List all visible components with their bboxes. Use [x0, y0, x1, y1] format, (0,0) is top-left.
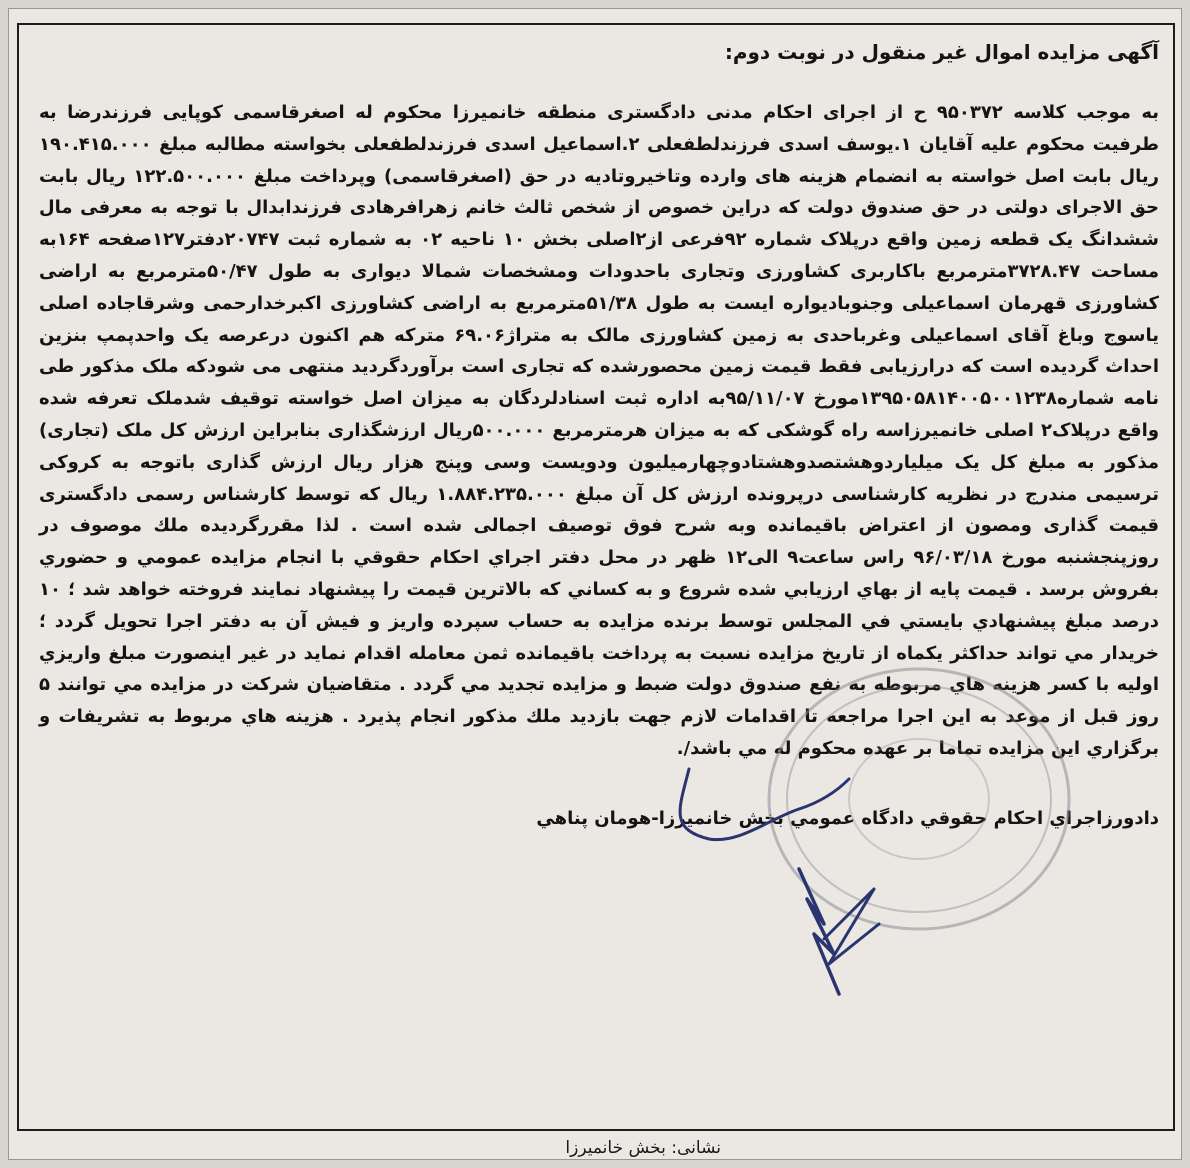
address-line: نشانی: بخش خانمیرزا — [565, 1138, 721, 1158]
notice-title: آگهی مزایده اموال غیر منقول در نوبت دوم: — [724, 40, 1159, 64]
notice-body: به موجب کلاسه ۹۵۰۳۷۲ ح از اجرای احکام مدنی دادگستری منطقه خانمیرزا محکوم له اصغرقاسمی کوپایی فرزندرضا به طرفیت محکوم علیه آقایان ۱.یوسف اسدی فرزندلطفعلی ۲.اسماعیل اسدی فرزندلطفعلی بخواسته مطالبه مبلغ ۱۹۰.۴۱۵.۰۰۰ ریال بابت اصل خواسته به انضمام هزینه های وارده وتاخیروتادیه در حق (اصغرقاسمی) وپرداخت مبلغ ۱۲۲.۵۰۰.۰۰۰ ریال بابت حق الاجرای دولتی در حق صندوق دولت که دراین خصوص از شخص ثالث خانم زهرافرهادی فرزندابدال با توجه به معرفی مال ششدانگ یک قطعه زمین واقع درپلاک شماره ۹۲فرعی از۲اصلی بخش ۱۰ ناحیه ۰۲ به شماره ثبت ۲۰۷۴۷دفتر۱۲۷صفحه ۱۶۴به مساحت ۳۷۲۸.۴۷مترمربع باکاربری کشاورزی وتجاری باحدودات ومشخصات شمالا دیواری به طول ۵۰/۴۷مترمربع به اراضی کشاورزی قهرمان اسماعیلی وجنوبادیواره ایست به طول ۵۱/۳۸مترمربع به اراضی کشاورزی اکبرخدارحمی وشرقاجاده اصلی یاسوج وباغ آقای اسماعیلی وغرباحدی به زمین کشاورزی مالک به متراژ۶۹.۰۶ مترکه هم اکنون درعرصه یک واحدپمپ بنزین احداث گردیده است که درارزیابی فقط قیمت زمین محصورشده که تجاری است برآوردگردید منتهی می شودکه ملک مذکور طی نامه شماره۱۳۹۵۰۵۸۱۴۰۰۵۰۰۱۲۳۸مورخ ۹۵/۱۱/۰۷به اداره ثبت اسنادلردگان به میزان اصل خواسته توقیف شدملک تعرفه شده واقع درپلاک۲ اصلی خانمیرزاسه راه گوشکی که به میزان هرمترمربع ۵۰۰.۰۰۰ریال ارزشگذاری بنابراین ارزش کل ملک (تجاری) مذکور به مبلغ کل یک میلیاردوهشتصدوهشتادوچهارمیلیون ودویست وسی وپنج هزار ریال ارزش گذاری باتوجه به کروکی ترسیمی مندرج در نظریه کارشناسی درپرونده ارزش کل آن مبلغ ۱.۸۸۴.۲۳۵.۰۰۰ ریال که توسط کارشناس رسمی دادگستری قیمت گذاری ومصون از اعتراض باقیمانده وبه شرح فوق توصیف اجمالی شده است . لذا مقررگردیده ملك موصوف در روزپنجشنبه مورخ ۹۶/۰۳/۱۸ راس ساعت۹ الی۱۲ ظهر در محل دفتر اجراي احكام حقوقي با انجام مزايده عمومي و حضوري بفروش برسد . قيمت پايه از بهاي ارزيابي شده شروع و به كساني كه بالاترين قيمت را پيشنهاد نمايند فروخته خواهد شد ؛ ۱۰ درصد مبلغ پيشنهادي بايستي في المجلس توسط برنده مزايده به حساب سپرده واريز و فيش آن به دفتر اجرا تحويل گردد ؛ خريدار مي تواند حداكثر يكماه از تاريخ مزايده نسبت به پرداخت باقيمانده ثمن معامله اقدام نمايد در غير اينصورت مبلغ واريزي اوليه با كسر هزينه هاي مربوطه به نفع صندوق دولت ضبط و مزايده تجديد مي گردد . متقاضيان شركت در مزايده مي توانند ۵ روز قبل از موعد به اين اجرا مراجعه تا اقدامات لازم جهت بازديد ملك مذكور انجام پذيرد . هزينه هاي مربوط به تشريفات و برگزاري اين مزايده تماما بر عهده محكوم له مي باشد/. — [39, 102, 1160, 759]
notice-sheet — [8, 8, 1182, 1160]
signature-line: دادورزاجراي احكام حقوقي دادگاه عمومي بخش خانميرزا-هومان پناهي — [536, 808, 1159, 829]
